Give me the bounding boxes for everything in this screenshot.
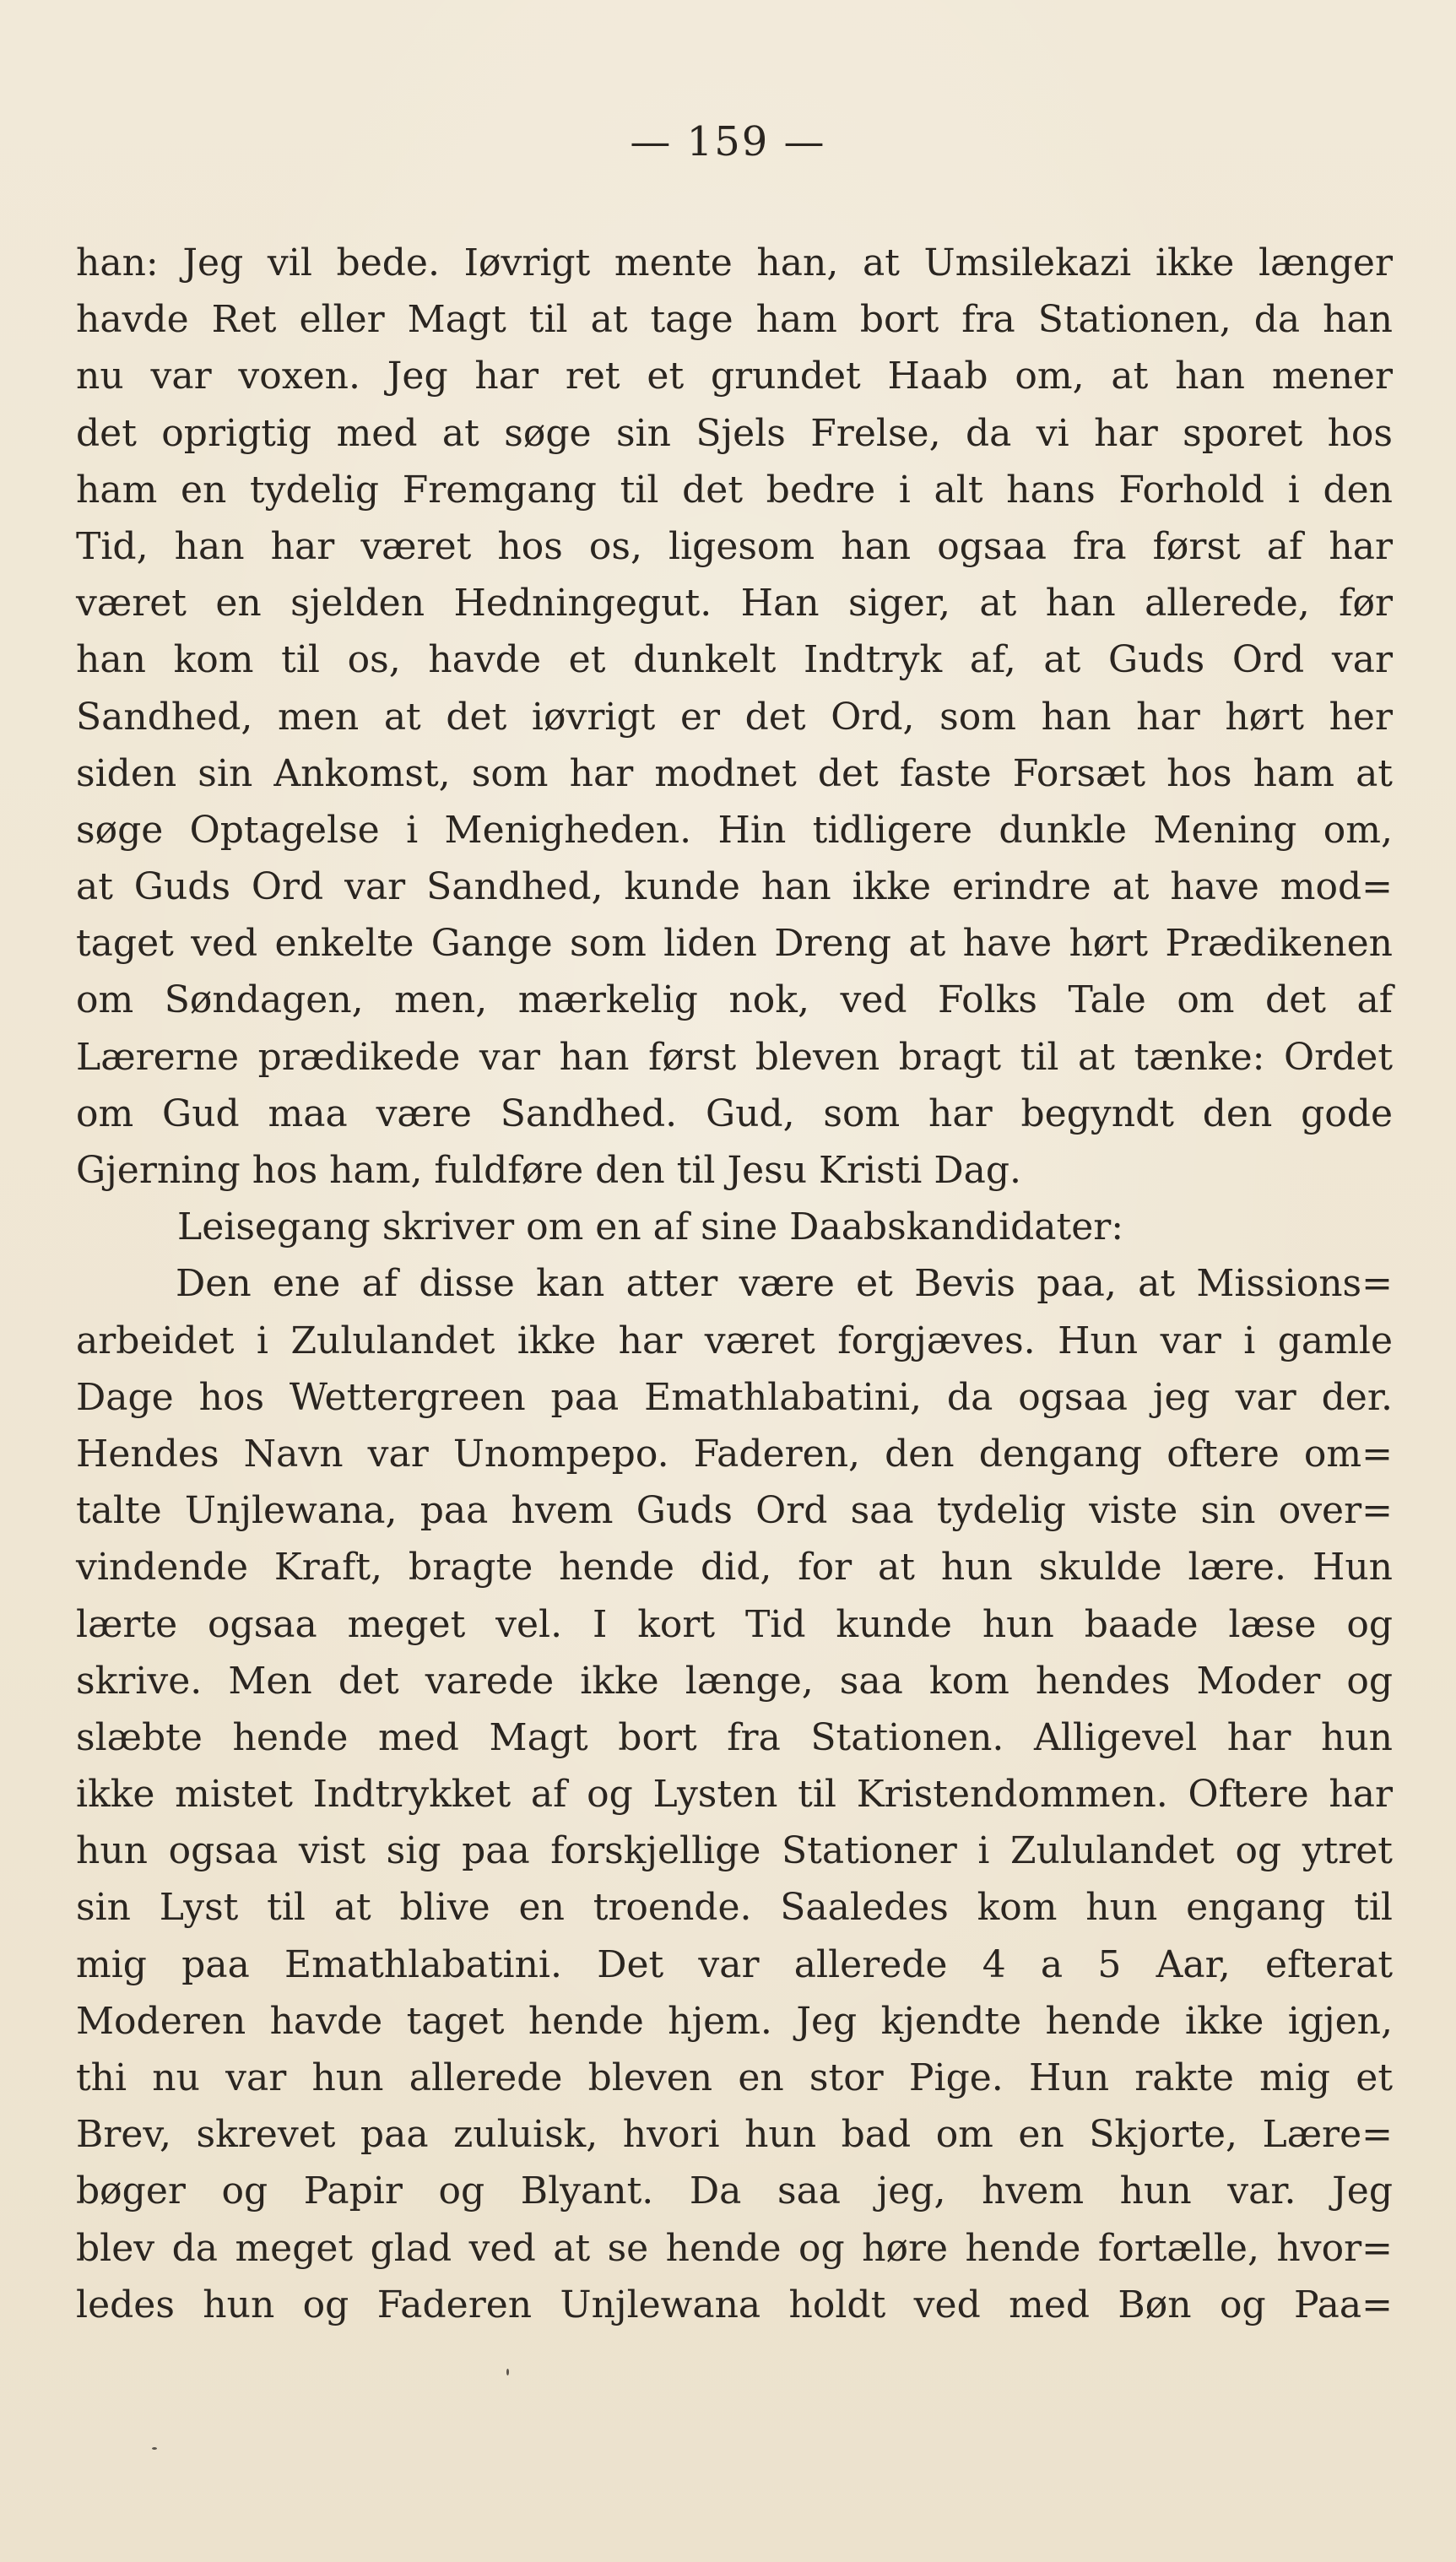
text-line: Tid, han har været hos os, ligesom han ogsaa fra først af har	[76, 524, 1393, 568]
text-line: søge Optagelse i Menigheden. Hin tidligere dunkle Mening om,	[76, 808, 1393, 852]
text-line: sin Lyst til at blive en troende. Saaledes kom hun engang til	[76, 1886, 1393, 1930]
text-line: vindende Kraft, bragte hende did, for at hun skulde lære. Hun	[76, 1546, 1393, 1590]
text-line: Den ene af disse kan atter være et Bevis paa, at Missions=	[176, 1262, 1393, 1306]
text-line: Lærerne prædikede var han først bleven bragt til at tænke: Ordet	[76, 1035, 1393, 1079]
text-line: taget ved enkelte Gange som liden Dreng at have hørt Prædikenen	[76, 922, 1393, 966]
text-line: om Søndagen, men, mærkelig nok, ved Folks Tale om det af	[76, 978, 1393, 1022]
text-line: bøger og Papir og Blyant. Da saa jeg, hvem hun var. Jeg	[76, 2169, 1393, 2213]
text-line: Dage hos Wettergreen paa Emathlabatini, da ogsaa jeg var der.	[76, 1375, 1393, 1419]
body-text	[76, 235, 1393, 2333]
text-line: slæbte hende med Magt bort fra Stationen. Alligevel har hun	[76, 1715, 1393, 1759]
text-line: han: Jeg vil bede. Iøvrigt mente han, at Umsilekazi ikke længer	[76, 241, 1393, 284]
text-line: blev da meget glad ved at se hende og høre hende fortælle, hvor=	[76, 2226, 1393, 2270]
text-line: nu var voxen. Jeg har ret et grundet Haab om, at han mener	[76, 355, 1393, 398]
text-line: Leisegang skriver om en af sine Daabskandidater:	[177, 1205, 1124, 1249]
text-line: lærte ogsaa meget vel. I kort Tid kunde hun baade læse og	[76, 1602, 1393, 1646]
text-line: arbeidet i Zululandet ikke har været forgjæves. Hun var i gamle	[76, 1319, 1393, 1362]
text-line: om Gud maa være Sandhed. Gud, som har begyndt den gode	[76, 1091, 1393, 1135]
text-line: ham en tydelig Fremgang til det bedre i alt hans Forhold i den	[76, 468, 1393, 512]
text-line: været en sjelden Hedningegut. Han siger, at han allerede, før	[76, 582, 1393, 626]
text-line: Brev, skrevet paa zuluisk, hvori hun bad om en Skjorte, Lære=	[76, 2113, 1393, 2157]
text-line: han kom til os, havde et dunkelt Indtryk af, at Guds Ord var	[76, 638, 1393, 682]
text-line: hun ogsaa vist sig paa forskjellige Stationer i Zululandet og ytret	[76, 1829, 1393, 1873]
text-line: havde Ret eller Magt til at tage ham bort fra Stationen, da han	[76, 298, 1393, 342]
page-number: — 159 —	[630, 118, 826, 165]
text-line: det oprigtig med at søge sin Sjels Frelse, da vi har sporet hos	[76, 411, 1393, 455]
text-line: Hendes Navn var Unompepo. Faderen, den dengang oftere om=	[76, 1432, 1393, 1476]
text-line: talte Unjlewana, paa hvem Guds Ord saa tydelig viste sin over=	[76, 1489, 1393, 1533]
text-line: mig paa Emathlabatini. Det var allerede 4 a 5 Aar, efterat	[76, 1942, 1393, 1986]
text-line: Moderen havde taget hende hjem. Jeg kjendte hende ikke igjen,	[76, 1999, 1393, 2043]
ink-speck	[506, 2369, 509, 2375]
text-line: at Guds Ord var Sandhed, kunde han ikke erindre at have mod=	[76, 865, 1393, 909]
text-line: skrive. Men det varede ikke længe, saa kom hendes Moder og	[76, 1659, 1393, 1703]
text-line: Sandhed, men at det iøvrigt er det Ord, som han har hørt her	[76, 695, 1393, 739]
text-line: thi nu var hun allerede bleven en stor Pige. Hun rakte mig et	[76, 2056, 1393, 2099]
text-line: ledes hun og Faderen Unjlewana holdt ved med Bøn og Paa=	[76, 2283, 1393, 2326]
text-line: ikke mistet Indtrykket af og Lysten til Kristendommen. Oftere har	[76, 1773, 1393, 1817]
text-line: siden sin Ankomst, som har modnet det faste Forsæt hos ham at	[76, 751, 1393, 795]
ink-speck	[152, 2447, 157, 2450]
text-line: Gjerning hos ham, fuldføre den til Jesu Kristi Dag.	[76, 1149, 1022, 1192]
